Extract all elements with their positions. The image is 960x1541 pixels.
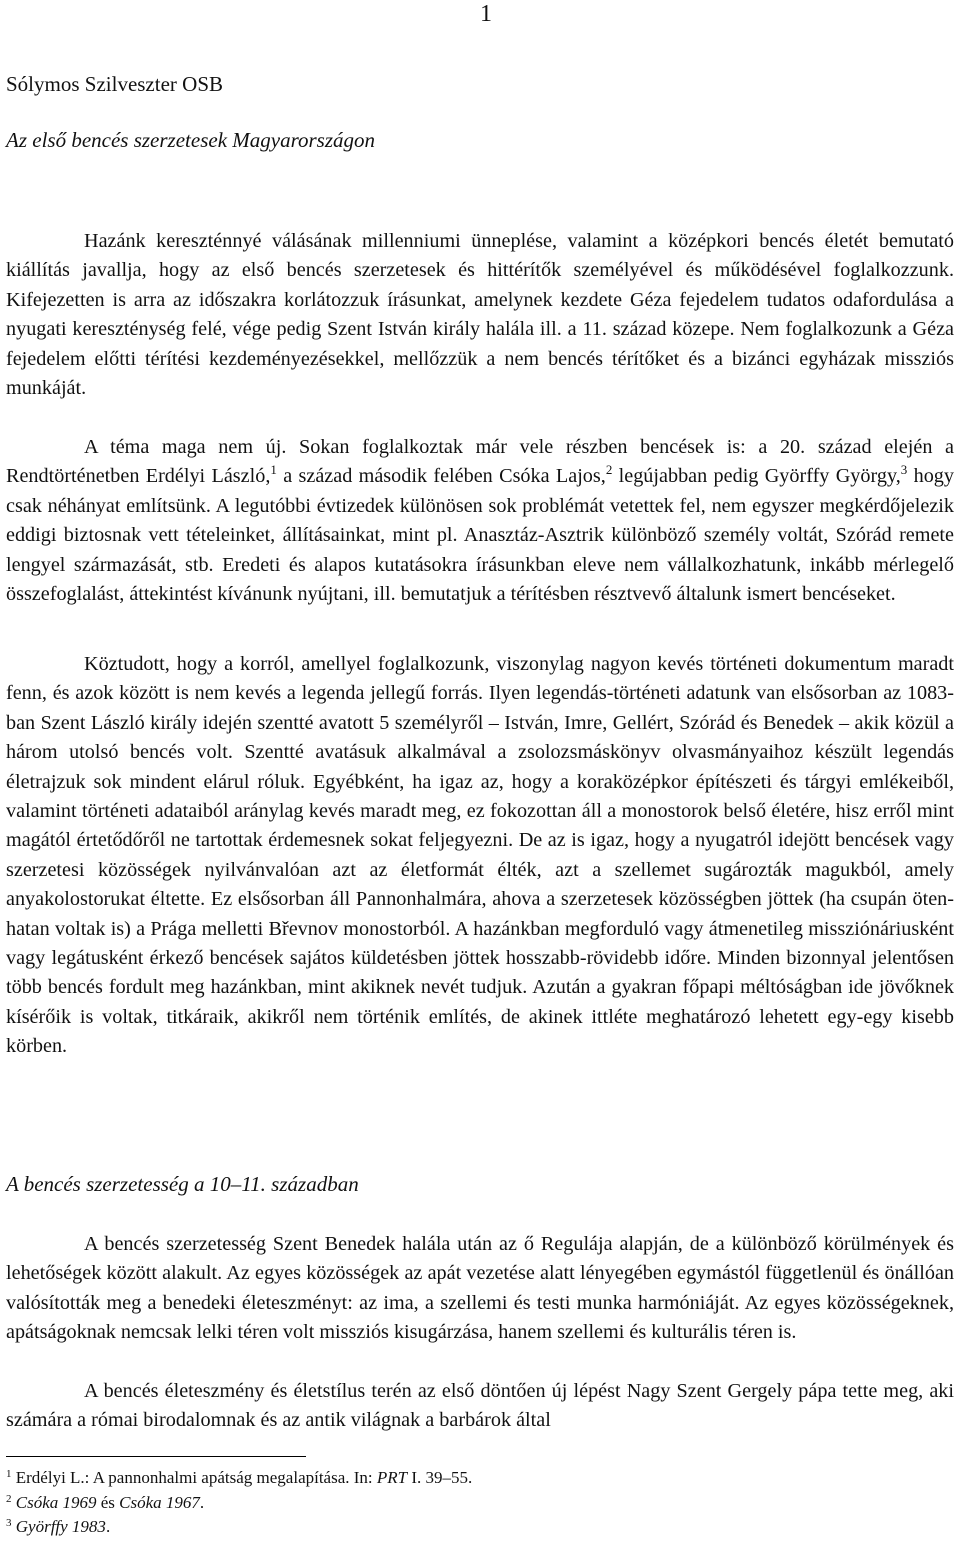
- paragraph-gregory: A bencés életeszmény és életstílus terén az első döntően új lépést Nagy Szent Gergely pápa tette meg, aki számára a római birodalomnak és az antik világnak a barbárok által: [6, 1380, 954, 1432]
- footnote-divider: [6, 1456, 306, 1457]
- paragraph-literature: A téma maga nem új. Sokan foglalkoztak már vele részben bencések is: a 20. század elején a Rendtörténetben Erdélyi László,$^1$ a század második felében Csóka Lajos,$^2$ legújabban pedig Györffy György,$^3$ hogy csak néhányat említsünk. A legutóbbi évtizedek különösen sok problémát vetettek fel, nem egyszer megkérdőjelezik eddigi biztosnak vett tételeinket, állításainkat, mint pl. Anasztáz-Asztrik különböző személy voltát, Szórád remete lengyel származását, stb. Eredeti és alapos kutatásokra írásunkban eleve nem vállalkozhatunk, inkább mérlegelő összefoglalást, áttekintést kívánunk nyújtani, ill. bemutatjuk a térítésben résztvevő általunk ismert bencéseket.: [6, 436, 954, 606]
- paragraph-sources: Köztudott, hogy a korról, amellyel foglalkozunk, viszonylag nagyon kevés történeti dokumentum maradt fenn, és azok között is nem kevés a legenda jellegű forrás. Ilyen legendás-történeti adatunk van elsősorban az 1083-ban Szent László király idején szentté avatott 5 személyről – István, Imre, Gellért, Szórád és Benedek – akik közül a három utolsó bencés volt. Szentté avatásuk alkalmával a zsolozsmáskönyv olvasmányaihoz készült legendás életrajzuk sok mindent elárul róluk. Egyébként, ha igaz az, hogy a koraközépkor építészeti és tárgyi emlékeiből, valamint történeti adataiból aránylag kevés maradt meg, ez fokozottan áll a monostorok belső életére, hisz erről mint magától értetődőről ne tartottak érdemesnek sokat feljegyezni. De az is igaz, hogy a nyugatról idejött bencések vagy szerzetesi közösségek nyilvánvalóan azt az életformát élték, azt a szellemet sugározták magukból, amely anyakolostorukat éltette. Ez elsősorban áll Pannonhalmára, ahova a szerzetesek közösségben jöttek (ha csupán öten-hatan voltak is) a Prága melletti Břevnov monostorból. A hazánkban megforduló vagy átmenetileg missziónáriusként vagy legátusként érkező bencések sajátos küldetésben jöttek hosszabb-rövidebb időre. Minden bizonnyal jelentősen több bencés fordult meg hazánkban, mint akiknek nevét tudjuk. Azután a gyakran főpapi méltóságban ide jövőknek kísérőik is voltak, titkáraik, akikről nem történik említés, de akinek ittléte meghatározó lehetett egy-egy kisebb körben.: [6, 653, 954, 1058]
- article-title: Az első bencés szerzetesek Magyarországon: [6, 128, 375, 152]
- footnote-2: $^2$ Csóka 1969 és Csóka 1967.: [6, 1493, 205, 1512]
- footnote-3: $^3$ Györffy 1983.: [6, 1517, 111, 1536]
- paragraph-intro: Hazánk kereszténnyé válásának millenniumi ünneplése, valamint a középkori bencés életét bemutató kiállítás javallja, hogy az első bencés szerzetesek és hittérítők személyével és működésével foglalkozzunk. Kifejezetten is arra az időszakra korlátozzuk írásunkat, amelynek kezdete Géza fejedelem tudatos odafordulása a nyugati kereszténység felé, vége pedig Szent István király halála ill. a 11. század közepe. Nem foglalkozunk a Géza fejedelem előtti térítési kezdeményezésekkel, mellőzzük a nem bencés térítőket és a bizánci egyházak missziós munkáját.: [6, 230, 954, 400]
- footnote-ref-2: 2: [605, 462, 613, 478]
- footnote-ref-3: 3: [900, 462, 908, 478]
- footnote-ref-1: 1: [270, 462, 277, 478]
- paragraph-benedictine: A bencés szerzetesség Szent Benedek halála után az ő Regulája alapján, de a különböző körülmények és lehetőségek között alakult. Az egyes közösségek az apát vezetése alatt lényegében egymástól függetlenül és önállóan valósították meg a benedeki életeszményt: az ima, a szellemi és testi munka harmóniáját. Az egyes közösségeknek, apátságoknak nemcsak lelki téren volt missziós kisugárzása, hanem szellemi és kulturális téren is.: [6, 1233, 954, 1344]
- footnote-1: $^1$ Erdélyi L.: A pannonhalmi apátság megalapítása. In: PRT I. 39–55.: [6, 1468, 473, 1487]
- page-number: 1: [480, 1, 492, 27]
- author-name: Sólymos Szilveszter OSB: [6, 72, 224, 96]
- section-heading: A bencés szerzetesség a 10–11. században: [6, 1172, 359, 1196]
